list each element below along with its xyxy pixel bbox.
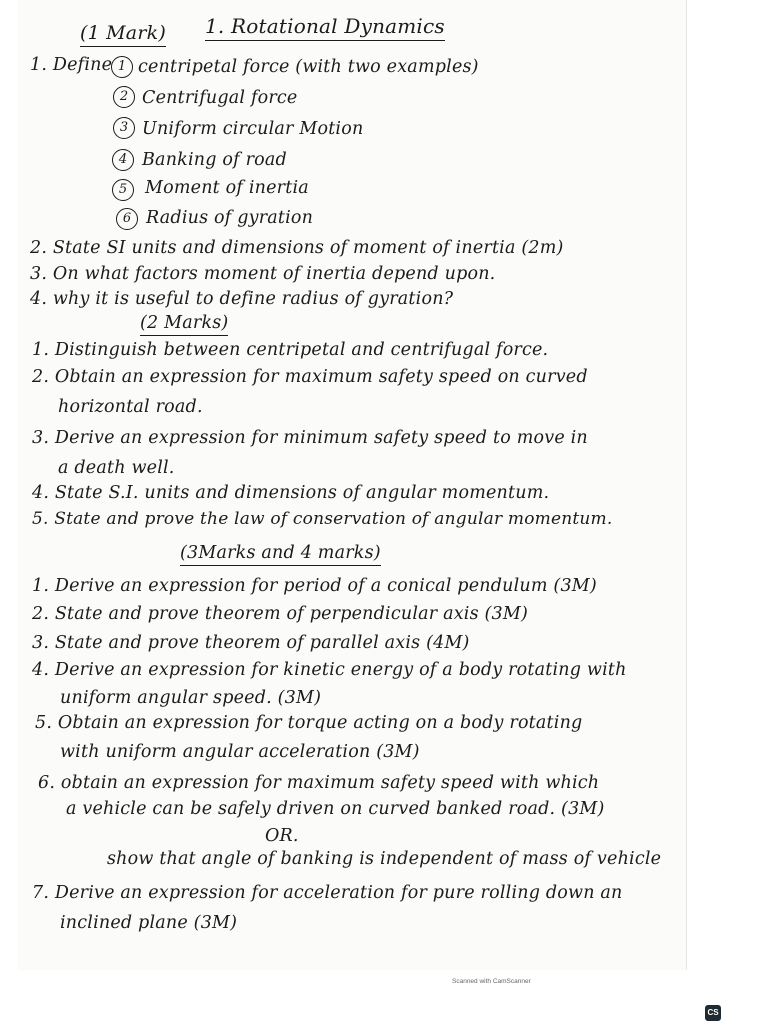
question-2m-line-6: 4. State S.I. units and dimensions of angular momentum. bbox=[32, 483, 550, 503]
question-1m-4: 4. why it is useful to define radius of gyration? bbox=[30, 289, 454, 309]
question-3m-or: OR. bbox=[265, 826, 299, 846]
question-2m-line-1: 1. Distinguish between centripetal and centrifugal force. bbox=[32, 340, 549, 360]
define-prefix: 1. Define bbox=[30, 55, 113, 75]
define-item-2: Centrifugal force bbox=[142, 88, 298, 108]
item-number-1: 1 bbox=[111, 56, 133, 78]
item-number-6: 6 bbox=[116, 208, 138, 230]
question-2m-line-2: 2. Obtain an expression for maximum safety speed on curved bbox=[32, 367, 588, 387]
chapter-title: 1. Rotational Dynamics bbox=[205, 14, 445, 41]
define-item-5: Moment of inertia bbox=[145, 178, 309, 198]
question-1m-3: 3. On what factors moment of inertia depend upon. bbox=[30, 264, 496, 284]
question-3m-line-2: 2. State and prove theorem of perpendicular axis (3M) bbox=[32, 604, 529, 624]
two-marks-heading: (2 Marks) bbox=[140, 313, 228, 336]
item-number-2: 2 bbox=[113, 86, 135, 108]
question-3m-line-8: 6. obtain an expression for maximum safety speed with which bbox=[38, 773, 600, 793]
item-number-5: 5 bbox=[112, 179, 134, 201]
mark-label: (1 Mark) bbox=[80, 22, 166, 47]
question-3m-line-4: 4. Derive an expression for kinetic energy of a body rotating with bbox=[32, 660, 627, 680]
camscanner-logo-icon: CS bbox=[705, 1005, 721, 1021]
question-3m-line-10: show that angle of banking is independent of mass of vehicle bbox=[107, 849, 662, 869]
item-number-4: 4 bbox=[112, 149, 134, 171]
scanner-watermark: Scanned with CamScanner bbox=[452, 978, 531, 985]
question-3m-line-9: a vehicle can be safely driven on curved banked road. (3M) bbox=[66, 799, 605, 819]
question-3m-line-5: uniform angular speed. (3M) bbox=[60, 688, 322, 708]
question-3m-line-11: 7. Derive an expression for acceleration for pure rolling down an bbox=[32, 883, 623, 903]
question-2m-line-4: 3. Derive an expression for minimum safety speed to move in bbox=[32, 428, 588, 448]
question-1m-2: 2. State SI units and dimensions of moment of inertia (2m) bbox=[30, 238, 564, 258]
question-3m-line-12: inclined plane (3M) bbox=[60, 913, 238, 933]
question-2m-line-3: horizontal road. bbox=[58, 397, 203, 417]
question-3m-line-3: 3. State and prove theorem of parallel axis (4M) bbox=[32, 633, 470, 653]
define-item-1: centripetal force (with two examples) bbox=[138, 57, 479, 77]
define-item-6: Radius of gyration bbox=[146, 208, 314, 228]
item-number-3: 3 bbox=[113, 117, 135, 139]
question-2m-line-5: a death well. bbox=[58, 458, 175, 478]
define-item-4: Banking of road bbox=[142, 150, 287, 170]
three-four-marks-heading: (3Marks and 4 marks) bbox=[180, 543, 381, 566]
define-item-3: Uniform circular Motion bbox=[142, 119, 364, 139]
question-3m-line-7: with uniform angular acceleration (3M) bbox=[60, 742, 420, 762]
question-2m-line-7: 5. State and prove the law of conservation of angular momentum. bbox=[32, 509, 613, 529]
question-3m-line-6: 5. Obtain an expression for torque acting on a body rotating bbox=[35, 713, 583, 733]
question-3m-line-1: 1. Derive an expression for period of a conical pendulum (3M) bbox=[32, 576, 597, 596]
